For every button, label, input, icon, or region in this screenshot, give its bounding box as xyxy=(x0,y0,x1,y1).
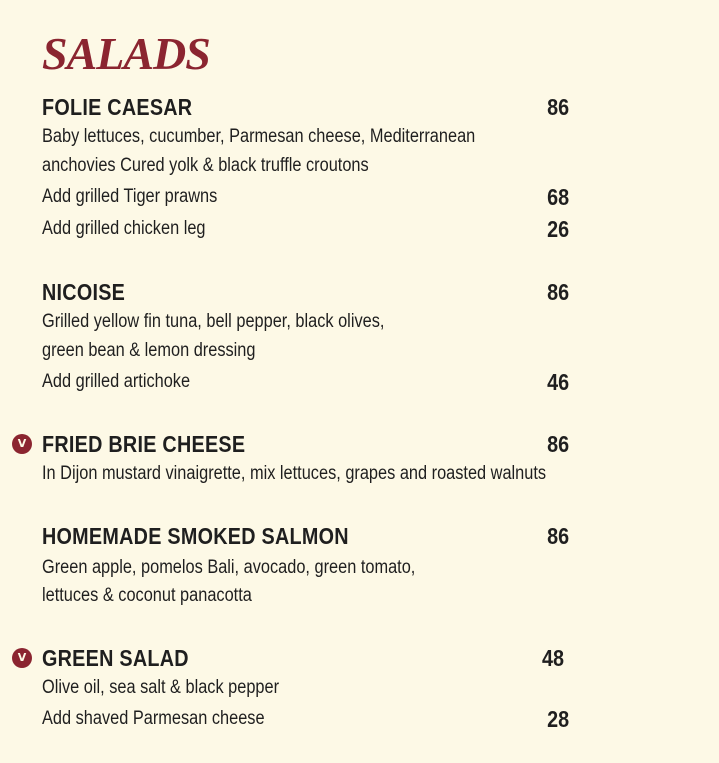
item-description xyxy=(42,336,590,366)
item-name: FRIED BRIE CHEESE xyxy=(42,431,246,457)
addon-label: Add grilled chicken leg xyxy=(42,218,206,239)
description-line: Baby lettuces, cucumber, Parmesan cheese, Mediterranean xyxy=(42,126,476,147)
item-name: NICOISE xyxy=(42,279,126,305)
item-description xyxy=(42,122,590,152)
addon-row xyxy=(42,214,569,244)
item-price: 48 xyxy=(542,645,565,671)
addon-row xyxy=(42,367,569,397)
description-line: Green apple, pomelos Bali, avocado, green tomato, xyxy=(42,557,416,578)
item-description xyxy=(42,581,590,611)
menu-item-folie-caesar xyxy=(42,92,569,122)
item-description xyxy=(42,673,590,703)
addon-label: Add grilled artichoke xyxy=(42,371,191,392)
menu-item-green-salad xyxy=(42,643,564,673)
description-line: Grilled yellow fin tuna, bell pepper, black olives, xyxy=(42,311,385,332)
item-price: 86 xyxy=(547,523,570,549)
item-name: FOLIE CAESAR xyxy=(42,94,193,120)
addon-price: 46 xyxy=(547,369,570,395)
addon-price: 68 xyxy=(547,184,570,210)
description-line: In Dijon mustard vinaigrette, mix lettuces, grapes and roasted walnuts xyxy=(42,463,547,484)
item-description xyxy=(42,553,590,583)
item-description xyxy=(42,459,590,489)
menu-item-nicoise xyxy=(42,277,569,307)
item-name: GREEN SALAD xyxy=(42,645,189,671)
addon-price: 26 xyxy=(547,216,570,242)
description-line: green bean & lemon dressing xyxy=(42,340,256,361)
menu-title: SALADS xyxy=(42,28,210,79)
description-line: anchovies Cured yolk & black truffle croutons xyxy=(42,155,369,176)
item-price: 86 xyxy=(547,94,570,120)
vegetarian-badge-icon: V xyxy=(12,648,32,668)
vegetarian-badge-icon: V xyxy=(12,434,32,454)
item-description xyxy=(42,307,590,337)
description-line: lettuces & coconut panacotta xyxy=(42,585,252,606)
menu-item-fried-brie-cheese xyxy=(42,429,569,459)
item-name: HOMEMADE SMOKED SALMON xyxy=(42,523,349,549)
addon-price: 28 xyxy=(547,706,570,732)
addon-row xyxy=(42,182,569,212)
item-description xyxy=(42,151,590,181)
addon-row xyxy=(42,704,569,734)
description-line: Olive oil, sea salt & black pepper xyxy=(42,677,280,698)
menu-item-homemade-smoked-salmon xyxy=(42,521,569,551)
item-price: 86 xyxy=(547,279,570,305)
addon-label: Add grilled Tiger prawns xyxy=(42,186,218,207)
addon-label: Add shaved Parmesan cheese xyxy=(42,708,265,729)
item-price: 86 xyxy=(547,431,570,457)
